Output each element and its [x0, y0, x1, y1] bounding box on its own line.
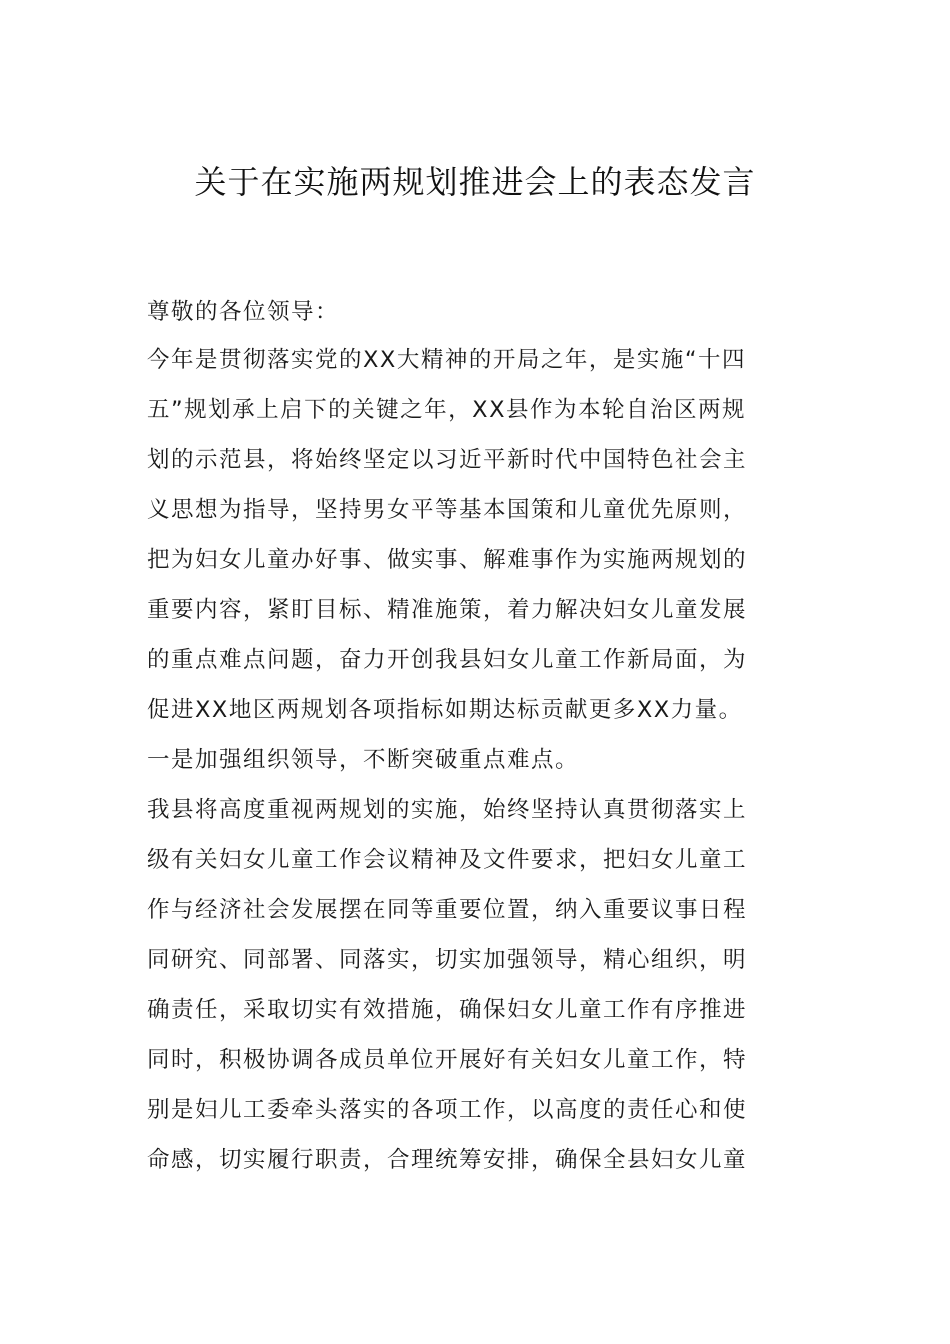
paragraph-1-line: 把为妇女儿童办好事、做实事、解难事作为实施两规划的 [147, 547, 748, 573]
paragraph-2-line: 同时，积极协调各成员单位开展好有关妇女儿童工作，特 [147, 1047, 748, 1073]
paragraph-1-line: 重要内容，紧盯目标、精准施策，着力解决妇女儿童发展 [147, 597, 748, 623]
paragraph-1-line: 五”规划承上启下的关键之年，XX县作为本轮自治区两规 [147, 397, 746, 423]
paragraph-1-line: 划的示范县，将始终坚定以习近平新时代中国特色社会主 [147, 447, 748, 473]
document-title: 关于在实施两规划推进会上的表态发言 [194, 163, 756, 201]
paragraph-2-line: 别是妇儿工委牵头落实的各项工作，以高度的责任心和使 [147, 1097, 748, 1123]
paragraph-2-line: 命感，切实履行职责，合理统筹安排，确保全县妇女儿童 [147, 1147, 748, 1173]
salutation: 尊敬的各位领导： [147, 299, 340, 325]
paragraph-2-line: 级有关妇女儿童工作会议精神及文件要求，把妇女儿童工 [147, 847, 748, 873]
paragraph-1-line: 的重点难点问题，奋力开创我县妇女儿童工作新局面，为 [147, 647, 748, 673]
paragraph-1-line: 促进XX地区两规划各项指标如期达标贡献更多XX力量。 [147, 697, 743, 723]
paragraph-2-line: 作与经济社会发展摆在同等重要位置，纳入重要议事日程 [147, 897, 748, 923]
section-1-heading: 一是加强组织领导，不断突破重点难点。 [147, 747, 580, 773]
paragraph-1-line: 义思想为指导，坚持男女平等基本国策和儿童优先原则， [147, 497, 748, 523]
paragraph-1-line: 今年是贯彻落实党的XX大精神的开局之年，是实施“十四 [147, 347, 746, 373]
paragraph-2-line: 同研究、同部署、同落实，切实加强领导，精心组织，明 [147, 947, 748, 973]
paragraph-2-line: 我县将高度重视两规划的实施，始终坚持认真贯彻落实上 [147, 797, 748, 823]
paragraph-2-line: 确责任，采取切实有效措施，确保妇女儿童工作有序推进 [147, 997, 748, 1023]
